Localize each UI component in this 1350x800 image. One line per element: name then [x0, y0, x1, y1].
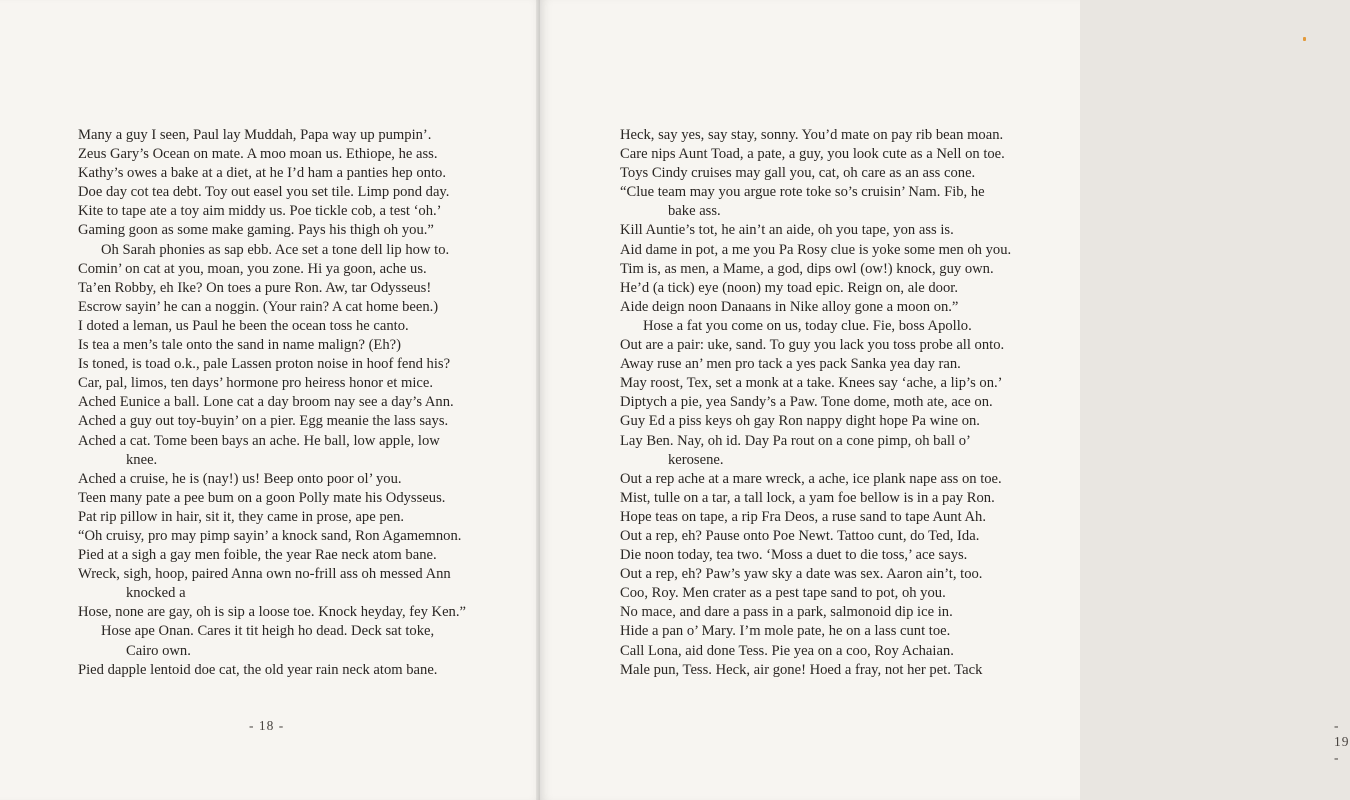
text-line: Pied at a sigh a gay men foible, the year Rae neck atom bane. [78, 547, 437, 564]
text-line: He’d (a tick) eye (noon) my toad epic. Reign on, ale door. [620, 279, 958, 296]
text-line: Ached Eunice a ball. Lone cat a day broom nay see a day’s Ann. [78, 394, 454, 411]
text-line: Oh Sarah phonies as sap ebb. Ace set a tone dell lip how to. [101, 241, 450, 258]
page-number-left: - 18 - [249, 718, 285, 733]
text-line: bake ass. [668, 203, 721, 220]
text-line: Out are a pair: uke, sand. To guy you lack you toss probe all onto. [620, 337, 1005, 354]
text-line: Kill Auntie’s tot, he ain’t an aide, oh you tape, yon ass is. [620, 222, 954, 239]
text-line: No mace, and dare a pass in a park, salmonoid dip ice in. [620, 604, 953, 621]
text-line: Ached a cat. Tome been bays an ache. He ball, low apple, low [78, 432, 440, 449]
text-line: Die noon today, tea two. ‘Moss a duet to die toss,’ ace says. [620, 547, 968, 564]
text-line: Tim is, as men, a Mame, a god, dips owl (ow!) knock, guy own. [620, 260, 994, 277]
text-line: Is toned, is toad o.k., pale Lassen proton noise in hoof fend his? [78, 356, 451, 373]
left-page-text [78, 126, 518, 680]
text-line: Lay Ben. Nay, oh id. Day Pa rout on a cone pimp, oh ball o’ [620, 432, 971, 449]
text-line: knocked a [126, 585, 186, 602]
text-line: Hose, none are gay, oh is sip a loose toe. Knock heyday, fey Ken.” [78, 604, 466, 621]
text-line: Call Lona, aid done Tess. Pie yea on a coo, Roy Achaian. [620, 642, 954, 659]
text-line: Toys Cindy cruises may gall you, cat, oh care as an ass cone. [620, 165, 976, 182]
text-line: Car, pal, limos, ten days’ hormone pro heiress honor et mice. [78, 375, 433, 392]
text-line: Male pun, Tess. Heck, air gone! Hoed a fray, not her pet. Tack [620, 661, 983, 678]
text-line: Teen many pate a pee bum on a goon Polly mate his Odysseus. [78, 489, 446, 506]
text-line: Wreck, sigh, hoop, paired Anna own no-frill ass oh messed Ann [78, 566, 451, 583]
text-line: Doe day cot tea debt. Toy out easel you set tile. Limp pond day. [78, 184, 450, 201]
text-line: kerosene. [668, 451, 724, 468]
text-line: May roost, Tex, set a monk at a take. Knees say ‘ache, a lip’s on.’ [620, 375, 1003, 392]
text-line: “Oh cruisy, pro may pimp sayin’ a knock sand, Ron Agamemnon. [78, 527, 462, 544]
text-line: Out a rep, eh? Paw’s yaw sky a date was sex. Aaron ain’t, too. [620, 566, 983, 583]
page-number-right: - 19 - [1334, 718, 1350, 765]
text-line: Guy Ed a piss keys oh gay Ron nappy dight hope Pa wine on. [620, 413, 980, 430]
text-line: Aide deign noon Danaans in Nike alloy gone a moon on.” [620, 298, 959, 315]
text-line: Hose ape Onan. Cares it tit heigh ho dead. Deck sat toke, [101, 623, 435, 640]
left-page [0, 0, 540, 800]
text-line: Care nips Aunt Toad, a pate, a guy, you look cute as a Nell on toe. [620, 146, 1005, 163]
text-line: Pat rip pillow in hair, sit it, they came in prose, ape pen. [78, 508, 405, 525]
text-line: Ached a guy out toy-buyin’ on a pier. Egg meanie the lass says. [78, 413, 449, 430]
text-line: Mist, tulle on a tar, a tall lock, a yam foe bellow is in a pay Ron. [620, 489, 995, 506]
text-line: Out a rep ache at a mare wreck, a ache, ice plank nape ass on toe. [620, 470, 1002, 487]
text-line: Hose a fat you come on us, today clue. Fie, boss Apollo. [643, 317, 972, 334]
text-line: Many a guy I seen, Paul lay Muddah, Papa way up pumpin’. [78, 127, 432, 143]
text-line: Ached a cruise, he is (nay!) us! Beep onto poor ol’ you. [78, 470, 402, 487]
text-line: Comin’ on cat at you, moan, you zone. Hi ya goon, ache us. [78, 260, 427, 277]
text-line: Zeus Gary’s Ocean on mate. A moo moan us. Ethiope, he ass. [78, 146, 438, 163]
text-line: Ta’en Robby, eh Ike? On toes a pure Ron. Aw, tar Odysseus! [78, 279, 432, 296]
text-line: Cairo own. [126, 642, 191, 659]
text-line: I doted a leman, us Paul he been the ocean toss he canto. [78, 317, 409, 334]
text-line: Is tea a men’s tale onto the sand in name malign? (Eh?) [78, 337, 401, 354]
text-line: Hide a pan o’ Mary. I’m mole pate, he on a lass cunt toe. [620, 623, 951, 640]
right-page-text [620, 126, 1060, 680]
text-line: Aid dame in pot, a me you Pa Rosy clue is yoke some men oh you. [620, 241, 1012, 258]
ink-speck-mark [1303, 37, 1306, 41]
text-line: Heck, say yes, say stay, sonny. You’d mate on pay rib bean moan. [620, 127, 1004, 143]
text-line: Escrow sayin’ he can a noggin. (Your rain? A cat home been.) [78, 298, 439, 315]
text-line: Diptych a pie, yea Sandy’s a Paw. Tone dome, moth ate, ace on. [620, 394, 993, 411]
text-line: Hope teas on tape, a rip Fra Deos, a ruse sand to tape Aunt Ah. [620, 508, 986, 525]
text-line: Gaming goon as some make gaming. Pays his thigh oh you.” [78, 222, 434, 239]
text-line: Kite to tape ate a toy aim middy us. Poe tickle cob, a test ‘oh.’ [78, 203, 442, 220]
text-line: Out a rep, eh? Pause onto Poe Newt. Tattoo cunt, do Ted, Ida. [620, 527, 980, 544]
text-line: Away ruse an’ men pro tack a yes pack Sanka yea day ran. [620, 356, 961, 373]
text-line: Coo, Roy. Men crater as a pest tape sand to pot, oh you. [620, 585, 946, 602]
text-line: Pied dapple lentoid doe cat, the old year rain neck atom bane. [78, 661, 438, 678]
text-line: “Clue team may you argue rote toke so’s cruisin’ Nam. Fib, he [620, 184, 985, 201]
text-line: Kathy’s owes a bake at a diet, at he I’d ham a panties hep onto. [78, 165, 446, 182]
text-line: knee. [126, 451, 158, 468]
